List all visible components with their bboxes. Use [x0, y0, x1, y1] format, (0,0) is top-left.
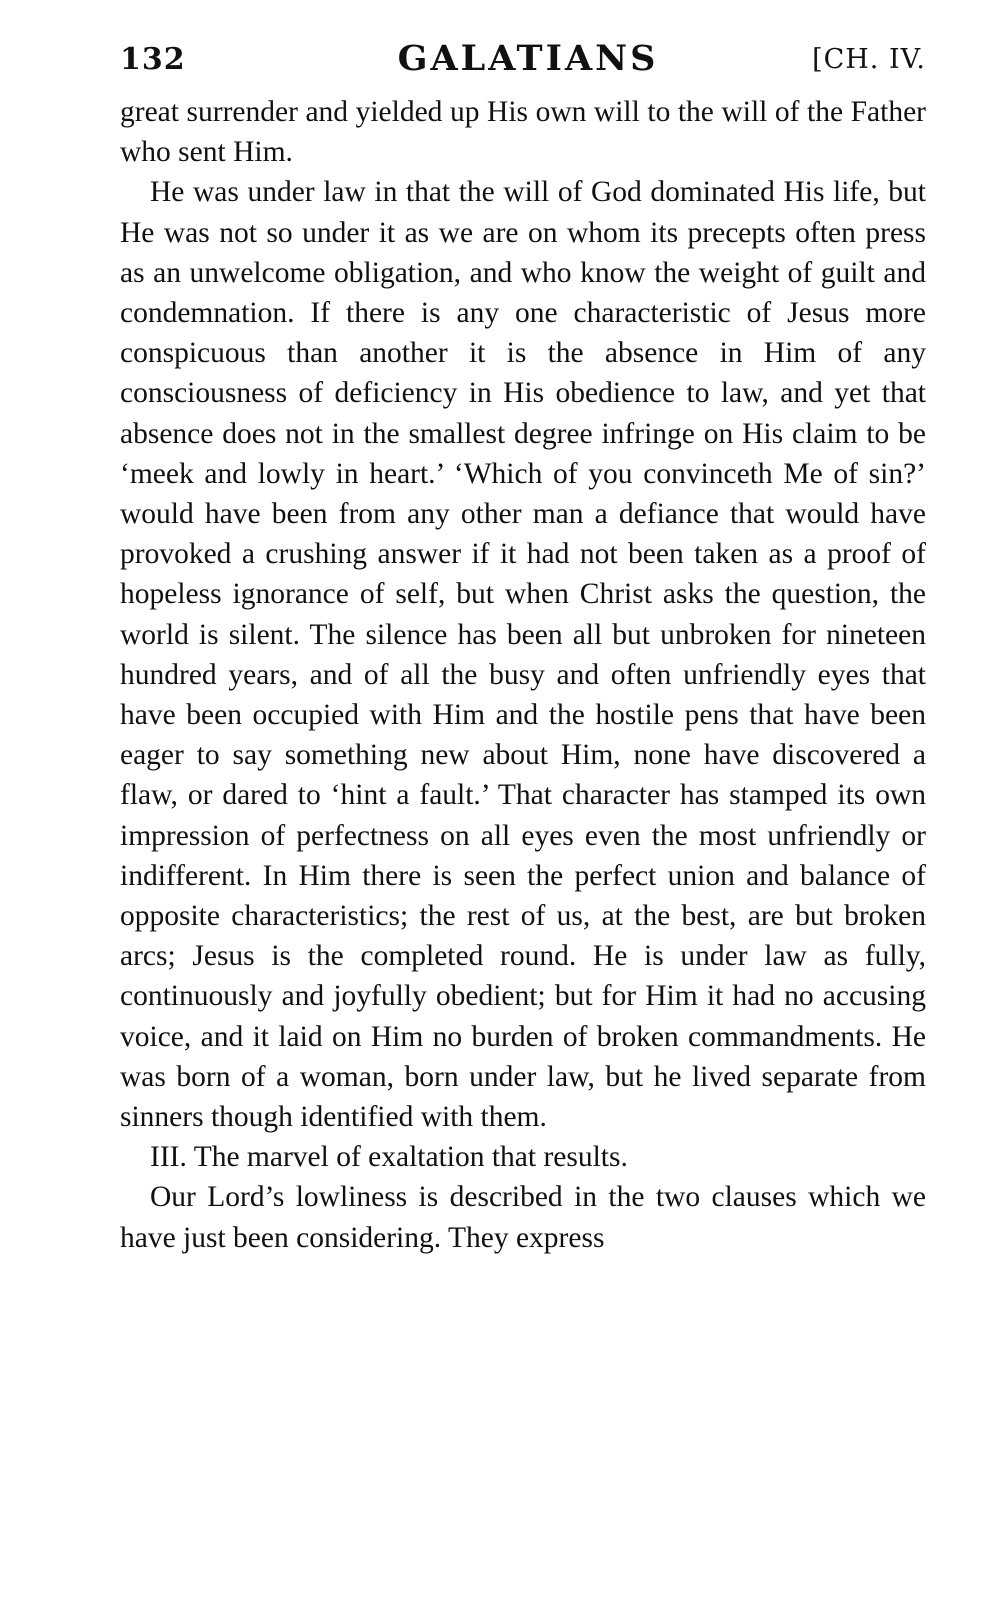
book-page — [120, 38, 926, 1258]
book-title: GALATIANS — [397, 38, 659, 79]
paragraph-continuation: great surrender and yielded up His own will to the will of the Father who sent Him. — [120, 96, 926, 169]
running-head — [120, 38, 926, 86]
section-heading-iii: III. The marvel of exaltation that results. — [150, 1141, 628, 1174]
body-text — [120, 92, 926, 1258]
chapter-reference: [CH. IV. — [812, 44, 926, 75]
paragraph-lowliness: Our Lord’s lowliness is described in the two clauses which we have just been considering. They express — [120, 1181, 926, 1254]
page-number: 132 — [120, 42, 186, 77]
paragraph-under-law: He was under law in that the will of God dominated His life, but He was not so under it as we are on whom its precepts often press as an unwelcome obligation, and who know the weight of guilt and condemnation. If there is any one characteristic of Jesus more conspicuous than another it is the absence in Him of any consciousness of deficiency in His obedience to law, and yet that absence does not in the smallest degree infringe on His claim to be ‘meek and lowly in heart.’ ‘Which of you convinceth Me of sin?’ would have been from any other man a defiance that would have provoked a crushing answer if it had not been taken as a proof of hopeless ignorance of self, but when Christ asks the question, the world is silent. The silence has been all but unbroken for nineteen hundred years, and of all the busy and often unfriendly eyes that have been occupied with Him and the hostile pens that have been eager to say something new about Him, none have discovered a flaw, or dared to ‘hint a fault.’ That character has stamped its own impression of perfectness on all eyes even the most unfriendly or indifferent. In Him there is seen the perfect union and balance of opposite characteristics; the rest of us, at the best, are but broken arcs; Jesus is the completed round. He is under law as fully, continuously and joyfully obedient; but for Him it had no accusing voice, and it laid on Him no burden of broken commandments. He was born of a woman, born under law, but he lived separate from sinners though identified with them. — [120, 176, 926, 1134]
